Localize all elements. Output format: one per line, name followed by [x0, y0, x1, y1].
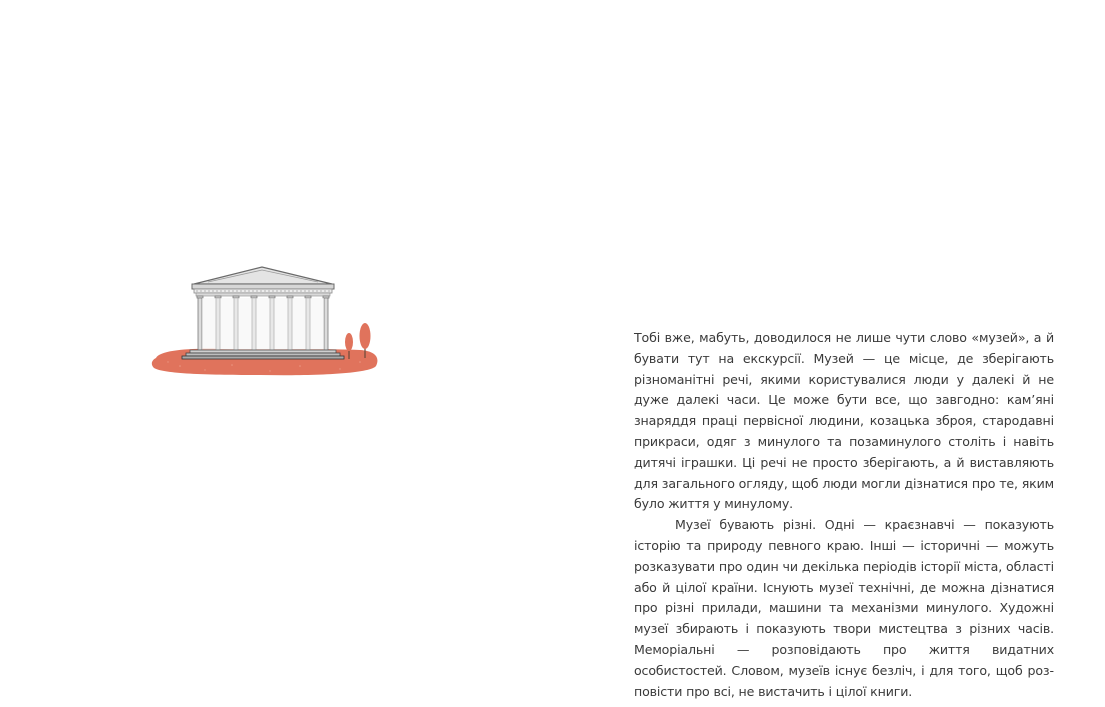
- pediment: [194, 267, 332, 284]
- museum-illustration: [150, 262, 382, 380]
- body-text: [634, 328, 1054, 702]
- paragraph-2: Музеї бувають різні. Одні — краєзнавчі — показують історію та природу певного краю. Інші — історичні — можуть розказувати про один чи декілька періодів історії міста, області або й цілої країни. Існують музеї технічні, де можна дізнатися про різні прилади, машини та механізми минулого. Художні музеї збирають і показують твори мистецтва з різних часів. Меморіальні — розповідають про життя видатних особистостей. Словом, музеїв існує безліч, і для того, щоб розповісти про всі, не вистачить і цілої книги.: [634, 517, 1054, 699]
- paragraph-1: Тобі вже, мабуть, доводилося не лише чути слово «музей», а й бувати тут на екскурсії. Музей — це місце, де зберігають різноманітні речі, якими користувалися люди у далекі й не дуже далекі часи. Це може бути все, що завгодно: кам’яні знаряддя праці первісної людини, козацька зброя, стародавні прикраси, одяг з минулого та позаминулого століть і навіть дитячі іграшки. Ці речі не просто зберігають, а й виставляють для загального огляду, щоб люди могли дізнатися про те, яким було життя у минулому.: [634, 330, 1054, 512]
- museum-building-icon: [150, 262, 382, 380]
